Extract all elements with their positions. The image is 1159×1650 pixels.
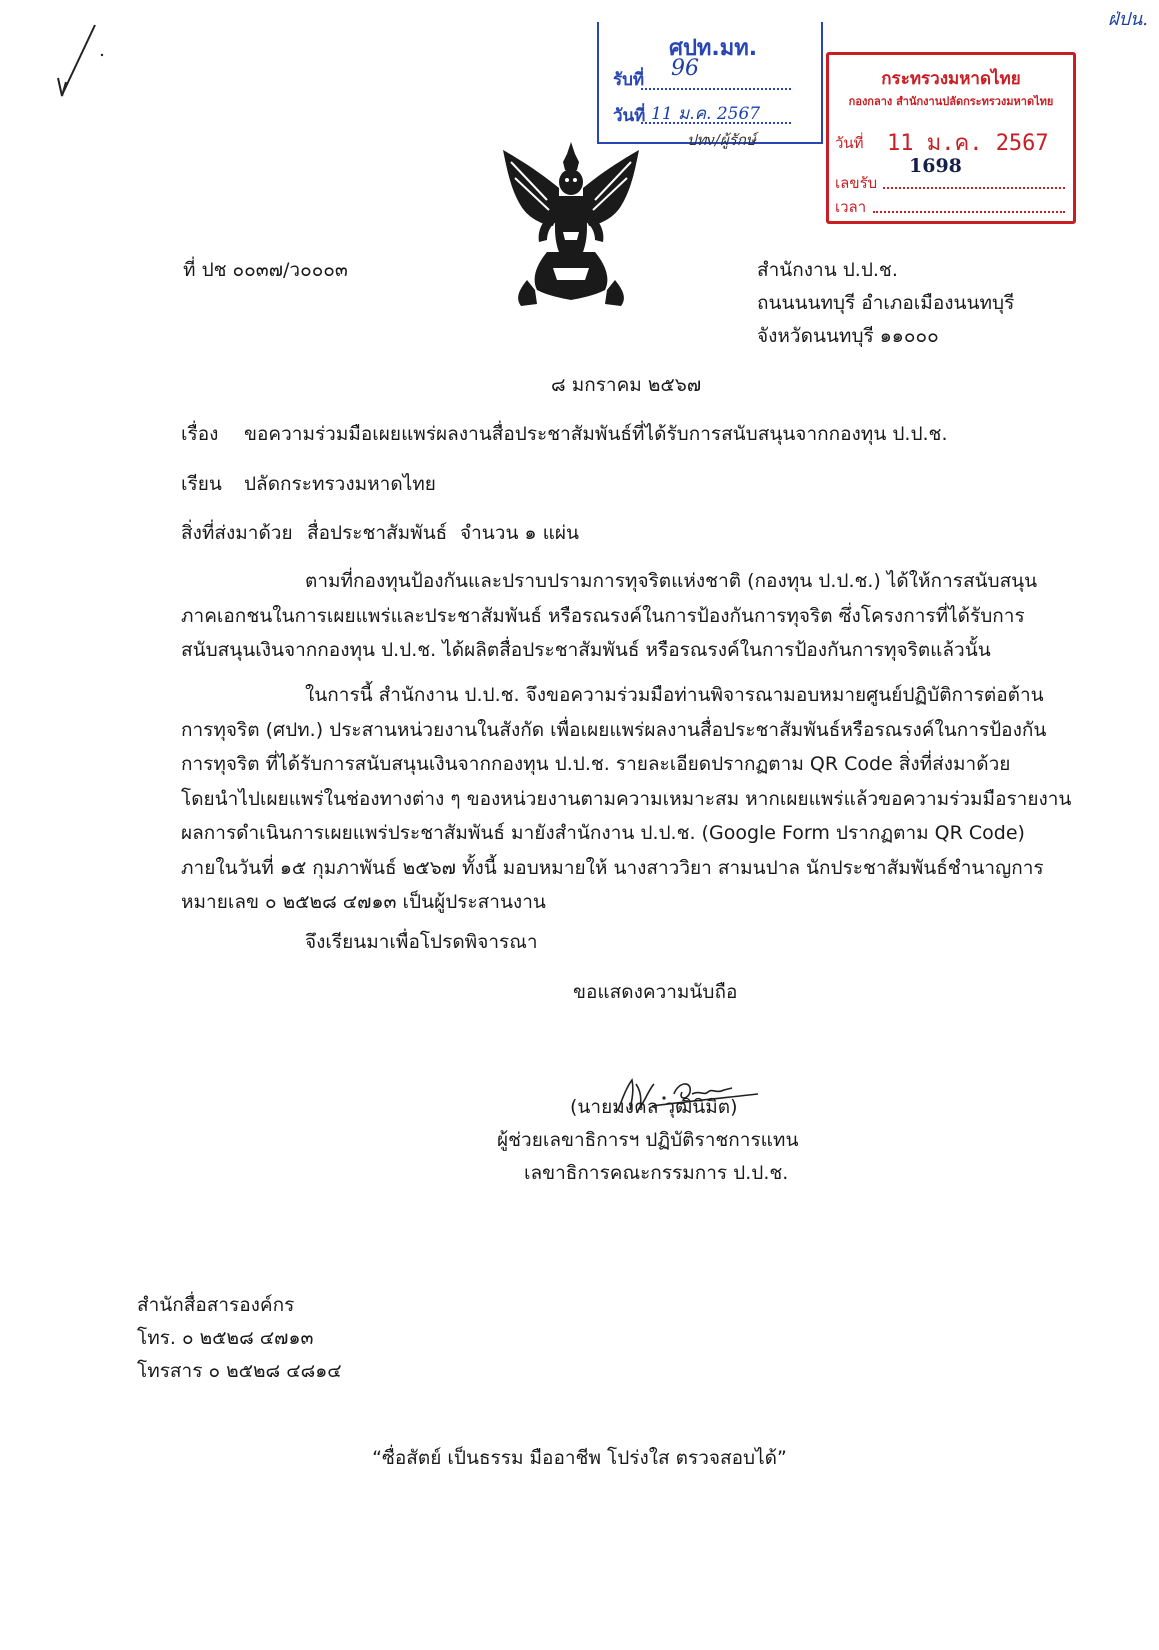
stamp-blue-title: ศปท.มท. xyxy=(669,36,758,61)
signer-name: (นายมงคล วุฒินิมิต) xyxy=(570,1096,738,1118)
body-paragraph-1 xyxy=(181,564,1038,668)
receiving-stamp-blue xyxy=(597,22,823,149)
stamp-red-receipt-line xyxy=(883,187,1065,189)
stamp-blue-number-line xyxy=(641,88,791,90)
stamp-blue-date-value: 11 ม.ค. 2567 xyxy=(651,104,761,124)
sender-address-line-3: จังหวัดนนทบุรี ๑๑๐๐๐ xyxy=(757,325,939,347)
agency-motto: “ซื่อสัตย์ เป็นธรรม มืออาชีพ โปร่งใส ตรวจสอบได้” xyxy=(372,1447,787,1469)
stamp-blue-date-line xyxy=(641,122,791,124)
stamp-red-time-line xyxy=(873,211,1065,213)
body-paragraph-2-line: ในการนี้ สำนักงาน ป.ป.ช. จึงขอความร่วมมือท่านพิจารณามอบหมายศูนย์ปฏิบัติการต่อต้าน xyxy=(305,684,1044,706)
body-paragraph-2-line: ภายในวันที่ ๑๕ กุมภาพันธ์ ๒๕๖๗ ทั้งนี้ มอบหมายให้ นางสาววิยา สามนปาล นักประชาสัมพันธ์ชำนาญการ xyxy=(181,856,1044,879)
receiving-stamp-red xyxy=(826,52,1076,224)
body-paragraph-2-line: การทุจริต ที่ได้รับการสนับสนุนเงินจากกองทุน ป.ป.ช. รายละเอียดปรากฏตาม QR Code สิ่งที่ส่งมาด้วย xyxy=(181,753,1011,775)
sender-address-line-1: สำนักงาน ป.ป.ช. xyxy=(757,259,898,281)
body-paragraph-2 xyxy=(181,678,1072,920)
signer-title-2: เลขาธิการคณะกรรมการ ป.ป.ช. xyxy=(524,1162,789,1184)
body-paragraph-1-line: ตามที่กองทุนป้องกันและปราบปรามการทุจริตแห่งชาติ (กองทุน ป.ป.ช.) ได้ให้การสนับสนุน xyxy=(305,570,1038,592)
office-phone: โทร. ๐ ๒๕๒๘ ๔๗๑๓ xyxy=(137,1327,314,1349)
body-paragraph-2-line: การทุจริต (ศปท.) ประสานหน่วยงานในสังกัด เพื่อเผยแพร่ผลงานสื่อประชาสัมพันธ์หรือรณรงค์ในการป้องกัน xyxy=(181,718,1047,741)
subject-label: เรื่อง xyxy=(181,423,219,445)
stamp-red-receipt-label: เลขรับ xyxy=(835,174,878,192)
letter-date: ๘ มกราคม ๒๕๖๗ xyxy=(551,374,702,396)
stamp-blue-date-label: วันที่ xyxy=(613,106,646,126)
stamp-red-date-label: วันที่ xyxy=(835,134,864,152)
body-paragraph-2-line: โดยนำไปเผยแพร่ในช่องทางต่าง ๆ ของหน่วยงานตามความเหมาะสม หากเผยแพร่แล้วขอความร่วมมือรายงาน xyxy=(181,787,1072,810)
stamp-red-time-label: เวลา xyxy=(835,198,867,216)
enclosure-label: สิ่งที่ส่งมาด้วย xyxy=(181,522,293,544)
stamp-red-receipt-value: 1698 xyxy=(909,155,962,177)
enclosure-count: จำนวน ๑ แผ่น xyxy=(460,522,579,544)
office-fax: โทรสาร ๐ ๒๕๒๘ ๔๘๑๔ xyxy=(137,1360,342,1382)
stamp-blue-handwritten-time: ปทv/ผู้รักษ์ xyxy=(687,131,756,149)
complimentary-close: ขอแสดงความนับถือ xyxy=(573,981,738,1003)
body-paragraph-1-line: ภาคเอกชนในการเผยแพร่และประชาสัมพันธ์ หรือรณรงค์ในการป้องกันการทุจริต ซึ่งโครงการที่ได้รับการ xyxy=(181,604,1025,627)
subject-text: ขอความร่วมมือเผยแพร่ผลงานสื่อประชาสัมพันธ์ที่ได้รับการสนับสนุนจากกองทุน ป.ป.ช. xyxy=(244,423,948,445)
signer-title-1: ผู้ช่วยเลขาธิการฯ ปฏิบัติราชการแทน xyxy=(497,1129,799,1151)
corner-handwritten-note: ฝ่ปน. xyxy=(1108,9,1148,30)
recipient-label: เรียน xyxy=(181,473,222,495)
closing-request: จึงเรียนมาเพื่อโปรดพิจารณา xyxy=(305,931,538,953)
body-paragraph-1-line: สนับสนุนเงินจากกองทุน ป.ป.ช. ได้ผลิตสื่อประชาสัมพันธ์ หรือรณรงค์ในการป้องกันการทุจริตแล้วนั้น xyxy=(181,639,991,661)
reference-number: ที่ ปช ๐๐๓๗/ว๐๐๐๓ xyxy=(183,259,348,281)
enclosure-text: สื่อประชาสัมพันธ์ xyxy=(307,522,448,544)
stamp-red-date-value: 11 ม.ค. 2567 xyxy=(887,131,1049,156)
pen-mark-icon xyxy=(50,20,120,100)
stamp-blue-number-label: รับที่ xyxy=(613,70,645,90)
stamp-red-title: กระทรวงมหาดไทย xyxy=(881,69,1021,89)
body-paragraph-2-line: ผลการดำเนินการเผยแพร่ประชาสัมพันธ์ มายังสำนักงาน ป.ป.ช. (Google Form ปรากฏตาม QR Code) xyxy=(181,822,1025,844)
office-name: สำนักสื่อสารองค์กร xyxy=(137,1294,295,1316)
stamp-red-subtitle: กองกลาง สำนักงานปลัดกระทรวงมหาดไทย xyxy=(848,95,1054,108)
sender-address-line-2: ถนนนนทบุรี อำเภอเมืองนนทบุรี xyxy=(757,292,1015,314)
garuda-emblem-icon xyxy=(497,140,645,310)
recipient-text: ปลัดกระทรวงมหาดไทย xyxy=(244,473,436,495)
stamp-blue-number-value: 96 xyxy=(671,56,699,81)
body-paragraph-2-line: หมายเลข ๐ ๒๕๒๘ ๔๗๑๓ เป็นผู้ประสานงาน xyxy=(181,891,546,913)
